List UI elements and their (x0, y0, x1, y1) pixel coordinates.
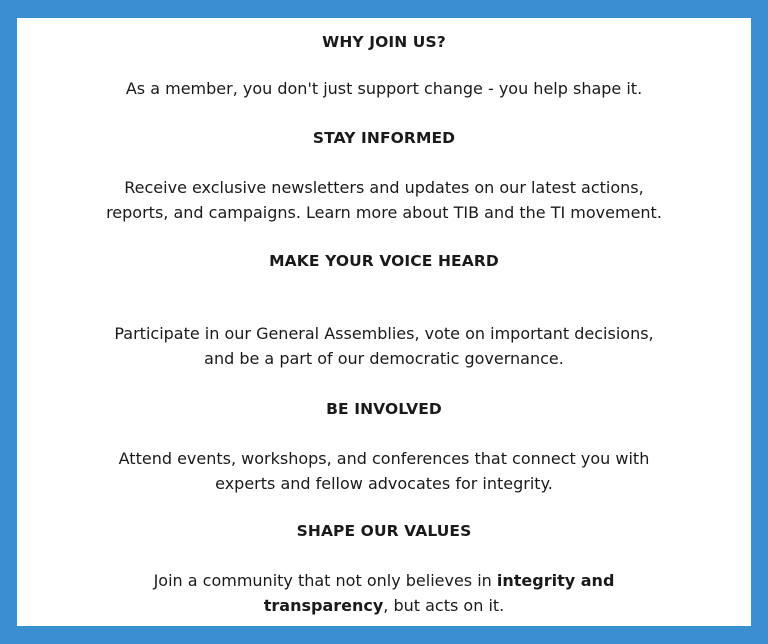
section-text-why-join-line-1: As a member, you don't just support change - you help shape it. (125, 79, 643, 98)
section-heading-be-involved: BE INVOLVED (326, 400, 442, 418)
section-text-voice-heard-line-2: and be a part of our democratic governance. (204, 349, 564, 368)
section-text-stay-informed-line-1: Receive exclusive newsletters and updates on our latest actions, (124, 178, 644, 197)
shape-values-line-2-bold: transparency (263, 596, 384, 615)
section-text-stay-informed-line-2: reports, and campaigns. Learn more about TIB and the TI movement. (106, 203, 662, 222)
shape-values-line-1-prefix: Join a community that not only believes in (153, 571, 497, 590)
content-panel (17, 18, 751, 626)
section-text-be-involved-line-1: Attend events, workshops, and conferences that connect you with (118, 449, 650, 468)
section-heading-voice-heard: MAKE YOUR VOICE HEARD (269, 252, 499, 270)
section-heading-why-join: WHY JOIN US? (322, 33, 446, 51)
section-heading-stay-informed: STAY INFORMED (312, 129, 456, 147)
section-text-be-involved-line-2: experts and fellow advocates for integrity. (215, 474, 553, 493)
section-heading-shape-values: SHAPE OUR VALUES (296, 522, 472, 540)
shape-values-line-2-suffix: , but acts on it. (383, 596, 505, 615)
shape-values-line-1-bold: integrity and (496, 571, 615, 590)
section-text-voice-heard-line-1: Participate in our General Assemblies, vote on important decisions, (114, 324, 654, 343)
section-text-shape-values-line-1 (17, 568, 751, 594)
section-text-shape-values-line-2 (17, 593, 751, 619)
